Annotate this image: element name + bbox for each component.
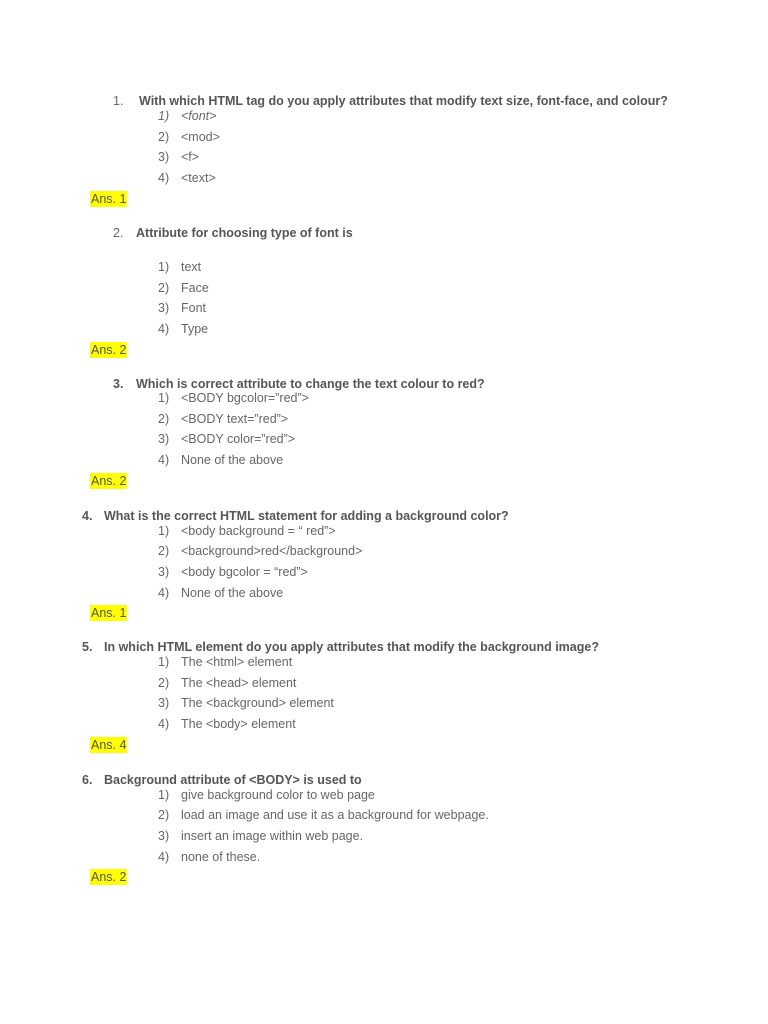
- answer-highlight: Ans. 2: [91, 343, 127, 357]
- option-text: <BODY text=”red”>: [181, 412, 289, 426]
- question-number: 5.: [82, 640, 93, 654]
- question-number: 4.: [82, 509, 93, 523]
- option-number: 2): [158, 412, 170, 426]
- option-number: 4): [158, 717, 170, 731]
- option-number: 1): [158, 788, 170, 802]
- option-text: The <head> element: [181, 676, 297, 690]
- option-number: 2): [158, 544, 170, 558]
- option-text: The <html> element: [181, 655, 293, 669]
- option-text: <text>: [181, 171, 216, 185]
- question-text: Background attribute of <BODY> is used to: [104, 773, 362, 787]
- question-text: Which is correct attribute to change the text colour to red?: [136, 377, 485, 391]
- answer-highlight: Ans. 1: [91, 192, 127, 206]
- option-text: None of the above: [181, 453, 284, 467]
- option-text: <font>: [181, 109, 217, 123]
- question-number: 3.: [113, 377, 124, 391]
- question-number: 6.: [82, 773, 93, 787]
- option-text: <f>: [181, 150, 200, 164]
- option-text: give background color to web page: [181, 788, 375, 802]
- option-number: 3): [158, 150, 170, 164]
- option-number: 2): [158, 676, 170, 690]
- option-text: <BODY bgcolor=”red”>: [181, 391, 309, 405]
- option-number: 2): [158, 130, 170, 144]
- option-number: 4): [158, 322, 170, 336]
- option-text: None of the above: [181, 586, 284, 600]
- option-text: The <body> element: [181, 717, 296, 731]
- option-number: 3): [158, 432, 170, 446]
- option-number: 4): [158, 586, 170, 600]
- option-number: 2): [158, 281, 170, 295]
- question-text: In which HTML element do you apply attributes that modify the background image?: [104, 640, 599, 654]
- option-number: 4): [158, 850, 170, 864]
- question-text: Attribute for choosing type of font is: [136, 226, 353, 240]
- option-number: 1): [158, 655, 170, 669]
- question-number: 2.: [113, 226, 124, 240]
- option-text: insert an image within web page.: [181, 829, 364, 843]
- option-number: 1): [158, 524, 170, 538]
- option-text: Face: [181, 281, 209, 295]
- option-number: 3): [158, 696, 170, 710]
- answer-highlight: Ans. 2: [91, 474, 127, 488]
- option-text: <background>red</background>: [181, 544, 363, 558]
- option-text: load an image and use it as a background for webpage.: [181, 808, 489, 822]
- option-number: 3): [158, 829, 170, 843]
- answer-highlight: Ans. 1: [91, 606, 127, 620]
- option-number: 1): [158, 391, 170, 405]
- option-number: 2): [158, 808, 170, 822]
- option-text: text: [181, 260, 202, 274]
- option-text: none of these.: [181, 850, 261, 864]
- option-number: 4): [158, 453, 170, 467]
- answer-highlight: Ans. 2: [91, 870, 127, 884]
- question-number: 1.: [113, 94, 124, 108]
- question-text: What is the correct HTML statement for adding a background color?: [104, 509, 509, 523]
- option-text: Type: [181, 322, 209, 336]
- option-text: The <background> element: [181, 696, 334, 710]
- answer-highlight: Ans. 4: [91, 738, 127, 752]
- option-text: Font: [181, 301, 207, 315]
- option-number: 1): [158, 260, 170, 274]
- option-number: 1): [158, 109, 170, 123]
- option-text: <body bgcolor = “red”>: [181, 565, 308, 579]
- question-text: With which HTML tag do you apply attributes that modify text size, font-face, and colour?: [139, 94, 668, 108]
- option-text: <body background = “ red”>: [181, 524, 336, 538]
- option-number: 4): [158, 171, 170, 185]
- option-text: <mod>: [181, 130, 220, 144]
- option-number: 3): [158, 565, 170, 579]
- option-text: <BODY color=”red”>: [181, 432, 296, 446]
- option-number: 3): [158, 301, 170, 315]
